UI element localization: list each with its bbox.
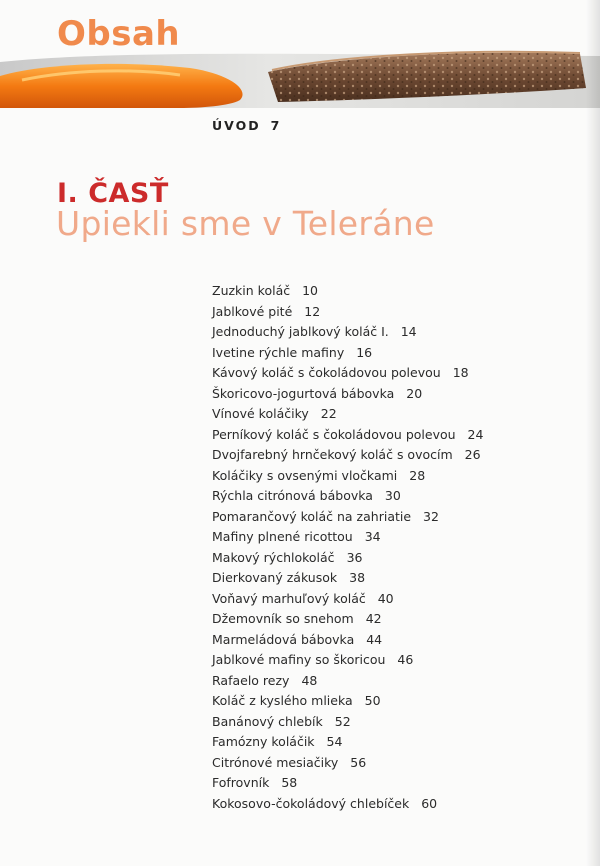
toc-entry	[212, 527, 483, 548]
toc-entry-title: Banánový chlebík	[212, 713, 323, 729]
toc-entry-page: 12	[304, 303, 321, 319]
toc-entry	[212, 548, 483, 569]
toc-entry-page: 34	[364, 529, 381, 544]
toc-entry	[212, 384, 483, 405]
toc-entry-title: Dvojfarebný hrnčekový koláč s ovocím	[212, 447, 453, 462]
toc-entry	[212, 404, 483, 425]
toc-entry-title: Rafaelo rezy	[212, 672, 290, 688]
toc-entry	[212, 671, 483, 692]
page-edge-shadow	[586, 0, 600, 866]
toc-entry	[212, 425, 483, 446]
toc-entry-title: Famózny koláčik	[212, 734, 315, 749]
toc-entry-title: Dierkovaný zákusok	[212, 570, 338, 585]
toc-entry	[212, 466, 483, 487]
toc-entry	[212, 732, 483, 753]
toc-entry-page: 32	[423, 508, 439, 524]
toc-entry	[212, 568, 483, 589]
toc-entry	[212, 794, 483, 815]
table-of-contents	[212, 281, 483, 814]
part-title: Upiekli sme v Teleráne	[56, 204, 435, 243]
toc-entry-page: 14	[400, 324, 417, 339]
toc-entry-page: 26	[464, 447, 481, 462]
toc-entry-title: Zuzkin koláč	[212, 283, 291, 298]
toc-entry-page: 48	[301, 672, 318, 688]
toc-entry-title: Vínové koláčiky	[212, 406, 309, 421]
toc-entry-page: 16	[356, 344, 373, 360]
toc-entry	[212, 302, 483, 323]
toc-entry-title: Škoricovo-jogurtová bábovka	[212, 385, 395, 401]
toc-entry	[212, 322, 483, 343]
toc-entry-page: 24	[467, 426, 484, 442]
toc-entry-page: 52	[334, 713, 351, 729]
toc-entry	[212, 650, 483, 671]
toc-entry-page: 38	[349, 570, 366, 585]
intro-label: ÚVOD	[212, 118, 261, 133]
toc-entry-title: Koláč z kyslého mlieka	[212, 693, 353, 708]
toc-entry-page: 58	[281, 775, 298, 790]
toc-entry	[212, 507, 483, 528]
toc-entry-title: Rýchla citrónová bábovka	[212, 488, 373, 503]
toc-entry-page: 60	[421, 795, 438, 811]
toc-entry-page: 20	[406, 385, 423, 401]
toc-entry-page: 36	[346, 549, 363, 565]
toc-entry	[212, 630, 483, 651]
toc-entry-page: 28	[409, 467, 426, 483]
toc-entry-title: Jablkové pité	[212, 303, 293, 319]
toc-entry-page: 56	[350, 754, 367, 770]
intro-page: 7	[270, 118, 282, 133]
toc-entry	[212, 712, 483, 733]
toc-entry-page: 42	[365, 611, 382, 626]
toc-entry	[212, 589, 483, 610]
toc-entry-title: Jednoduchý jablkový koláč I.	[212, 324, 389, 339]
toc-entry-title: Citrónové mesiačiky	[212, 754, 339, 770]
toc-entry-title: Perníkový koláč s čokoládovou polevou	[212, 426, 456, 442]
toc-entry	[212, 343, 483, 364]
toc-entry	[212, 691, 483, 712]
toc-entry-title: Koláčiky s ovsenými vločkami	[212, 467, 398, 483]
toc-entry	[212, 753, 483, 774]
toc-entry-page: 50	[364, 693, 381, 708]
toc-entry-title: Kávový koláč s čokoládovou polevou	[212, 365, 441, 380]
toc-entry-page: 44	[366, 631, 383, 647]
toc-entry-page: 40	[377, 590, 394, 606]
page-title: Obsah	[57, 14, 181, 54]
toc-entry	[212, 773, 483, 794]
toc-entry-title: Jablkové mafiny so škoricou	[212, 652, 386, 667]
toc-entry	[212, 609, 483, 630]
toc-entry-title: Fofrovník	[212, 775, 270, 790]
toc-entry-title: Makový rýchlokoláč	[212, 549, 335, 565]
intro-entry	[212, 118, 281, 133]
part-number: I. ČASŤ	[57, 178, 169, 209]
toc-entry-page: 30	[384, 488, 401, 503]
toc-entry	[212, 486, 483, 507]
toc-entry-title: Kokosovo-čokoládový chlebíček	[212, 795, 410, 811]
toc-entry-page: 10	[302, 283, 319, 298]
toc-entry-title: Voňavý marhuľový koláč	[212, 590, 366, 606]
toc-entry	[212, 445, 483, 466]
toc-entry-page: 22	[320, 406, 337, 421]
toc-entry	[212, 363, 483, 384]
toc-entry-title: Ivetine rýchle mafiny	[212, 344, 345, 360]
toc-entry-page: 46	[397, 652, 414, 667]
toc-entry-title: Mafiny plnené ricottou	[212, 529, 353, 544]
toc-entry-page: 54	[326, 734, 343, 749]
toc-entry-page: 18	[452, 365, 469, 380]
toc-entry-title: Pomarančový koláč na zahriatie	[212, 508, 412, 524]
toc-entry-title: Džemovník so snehom	[212, 611, 354, 626]
toc-entry-title: Marmeládová bábovka	[212, 631, 355, 647]
toc-entry	[212, 281, 483, 302]
